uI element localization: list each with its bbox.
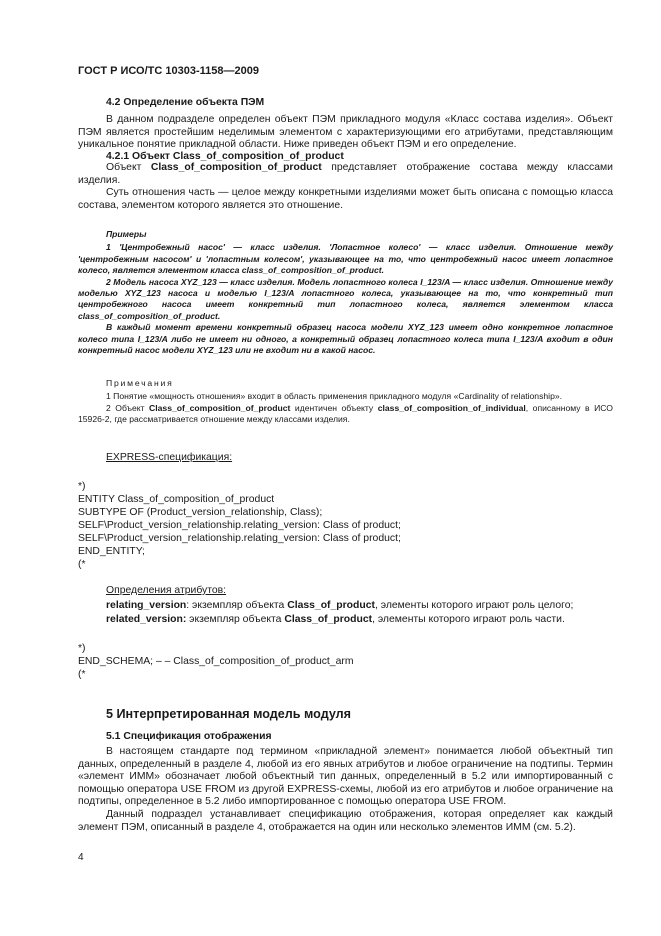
examples-block bbox=[78, 229, 613, 356]
entity-name: Class_of_composition_of_product bbox=[150, 162, 322, 173]
example-3: В каждый момент времени конкретный образец насоса модели XYZ_123 имеет одно конкретное лопастное колесо типа I_123/A либо не имеет ни одного, а конкретный образец лопастного колеса типа I_123/A входит в один конкретный насос модели XYZ_123 или не входит ни в какой насос. bbox=[78, 322, 613, 356]
code-line: SELF\Product_version_relationship.relating_version: Class of product; bbox=[78, 520, 401, 531]
page-number: 4 bbox=[78, 852, 84, 863]
examples-title: Примеры bbox=[106, 229, 147, 239]
attribute-name: related_version: bbox=[106, 614, 187, 626]
code-line: SUBTYPE OF (Product_version_relationship, Class); bbox=[78, 507, 323, 518]
section-5-1-paragraph-1: В настоящем стандарте под термином «прикладной элемент» понимается любой объектный тип данных, определенный в разделе 4, любой из его явных атрибутов и любое ограничение на подтипы. Термин «элемент ИММ» обозначает любой объектный тип данных, определенный в 5.2 или импортированный с помощью оператора USE FROM из другой EXPRESS-схемы, любой из его атрибутов и любое ограничение на подтипы, определенное в 5.2 либо импортированное с помощью оператора USE FROM. bbox=[78, 746, 613, 808]
attribute-name: relating_version bbox=[106, 599, 187, 611]
example-1: 1 'Центробежный насос' — класс изделия. 'Лопастное колесо' — класс изделия. Отношение между 'центробежным насосом' и 'лопастным колесом', указывающее на то, что центробежный насос имеет лопастное колесо, является элементом класса class_of_composition_of_product. bbox=[78, 242, 613, 276]
entity-name: Class_of_product bbox=[284, 614, 373, 626]
entity-name: Class_of_product bbox=[287, 599, 375, 611]
section-5 bbox=[78, 707, 613, 834]
text-run: экземпляр объекта bbox=[186, 614, 285, 626]
attribute-related-version bbox=[78, 614, 613, 627]
code-line: (* bbox=[78, 669, 86, 680]
section-5-1-title: 5.1 Спецификация отображения bbox=[106, 731, 272, 742]
document-header: ГОСТ Р ИСО/ТС 10303-1158—2009 bbox=[78, 65, 259, 77]
example-2: 2 Модель насоса XYZ_123 — класс изделия. Модель лопастного колеса I_123/A — класс изделия. Отношение между моделью XYZ_123 насоса и моделью I_123/A лопастного колеса, указывающее на то, что конкретный тип центробежного насоса имеет конкретный тип лопастного колеса, является элементом класса class_of_composition_of_product. bbox=[78, 276, 613, 321]
attribute-relating-version bbox=[78, 600, 613, 613]
section-4-2-1-paragraph-2: Суть отношения часть — целое между конкретными изделиями может быть описана с помощью класса состава, элементом которого является это отношение. bbox=[78, 187, 613, 211]
section-4-2-1 bbox=[78, 151, 613, 212]
note-1: 1 Понятие «мощность отношения» входит в область применения прикладного модуля «Cardinality of relationship». bbox=[106, 391, 563, 402]
text-run: 2 Объект bbox=[106, 402, 150, 413]
section-4-2-1-title: 4.2.1 Объект Class_of_composition_of_product bbox=[106, 151, 344, 162]
code-line: *) bbox=[78, 481, 86, 492]
end-schema-code bbox=[78, 642, 613, 681]
express-code bbox=[78, 480, 613, 571]
section-5-title: 5 Интерпретированная модель модуля bbox=[106, 707, 352, 721]
note-2 bbox=[78, 403, 613, 426]
text-run: представляет отображение состава между классами изделия. bbox=[78, 162, 613, 186]
code-line: *) bbox=[78, 643, 86, 654]
code-line: END_SCHEMA; – – Class_of_composition_of_product_arm bbox=[78, 656, 354, 667]
code-line: END_ENTITY; bbox=[78, 546, 145, 557]
text-run: : экземпляр объекта bbox=[186, 599, 288, 611]
code-line: SELF\Product_version_relationship.relating_version: Class of product; bbox=[78, 533, 401, 544]
section-5-1-paragraph-2: Данный подраздел устанавливает спецификацию отображения, которая определяет как каждый элемент ПЭМ, описанный в разделе 4, отображается на один или несколько элементов ИММ (см. 5.2). bbox=[78, 808, 613, 833]
notes-title: Примечания bbox=[106, 378, 174, 388]
code-line: (* bbox=[78, 559, 86, 570]
attributes-block bbox=[78, 585, 613, 627]
text-run: , описанному в ИСО 15926-2, где рассматривается отношение между классами изделия. bbox=[78, 402, 613, 425]
notes-block bbox=[78, 378, 613, 426]
entity-name: class_of_composition_of_individual bbox=[377, 402, 526, 413]
section-4-2 bbox=[78, 97, 613, 152]
text-run: Объект bbox=[106, 162, 151, 173]
text-run: идентичен объекту bbox=[290, 402, 378, 413]
text-run: , элементы которого играют роль целого; bbox=[374, 599, 574, 611]
section-4-2-paragraph: В данном подразделе определен объект ПЭМ прикладного модуля «Класс состава изделия». Объект ПЭМ является простейшим неделимым элементом с характеризующими его атрибутами, представляющим уникальное понятие прикладной области. Ниже приведен объект ПЭМ и его определение. bbox=[78, 114, 613, 151]
express-title-block bbox=[78, 452, 613, 465]
text-run: , элементы которого играют роль части. bbox=[372, 614, 565, 626]
section-4-2-1-paragraph-1 bbox=[78, 162, 613, 187]
express-title: EXPRESS-спецификация: bbox=[106, 452, 233, 463]
section-4-2-title: 4.2 Определение объекта ПЭМ bbox=[106, 97, 265, 108]
code-line: ENTITY Class_of_composition_of_product bbox=[78, 494, 275, 505]
entity-name: Class_of_composition_of_product bbox=[149, 402, 291, 413]
attributes-title: Определения атрибутов: bbox=[106, 585, 227, 596]
